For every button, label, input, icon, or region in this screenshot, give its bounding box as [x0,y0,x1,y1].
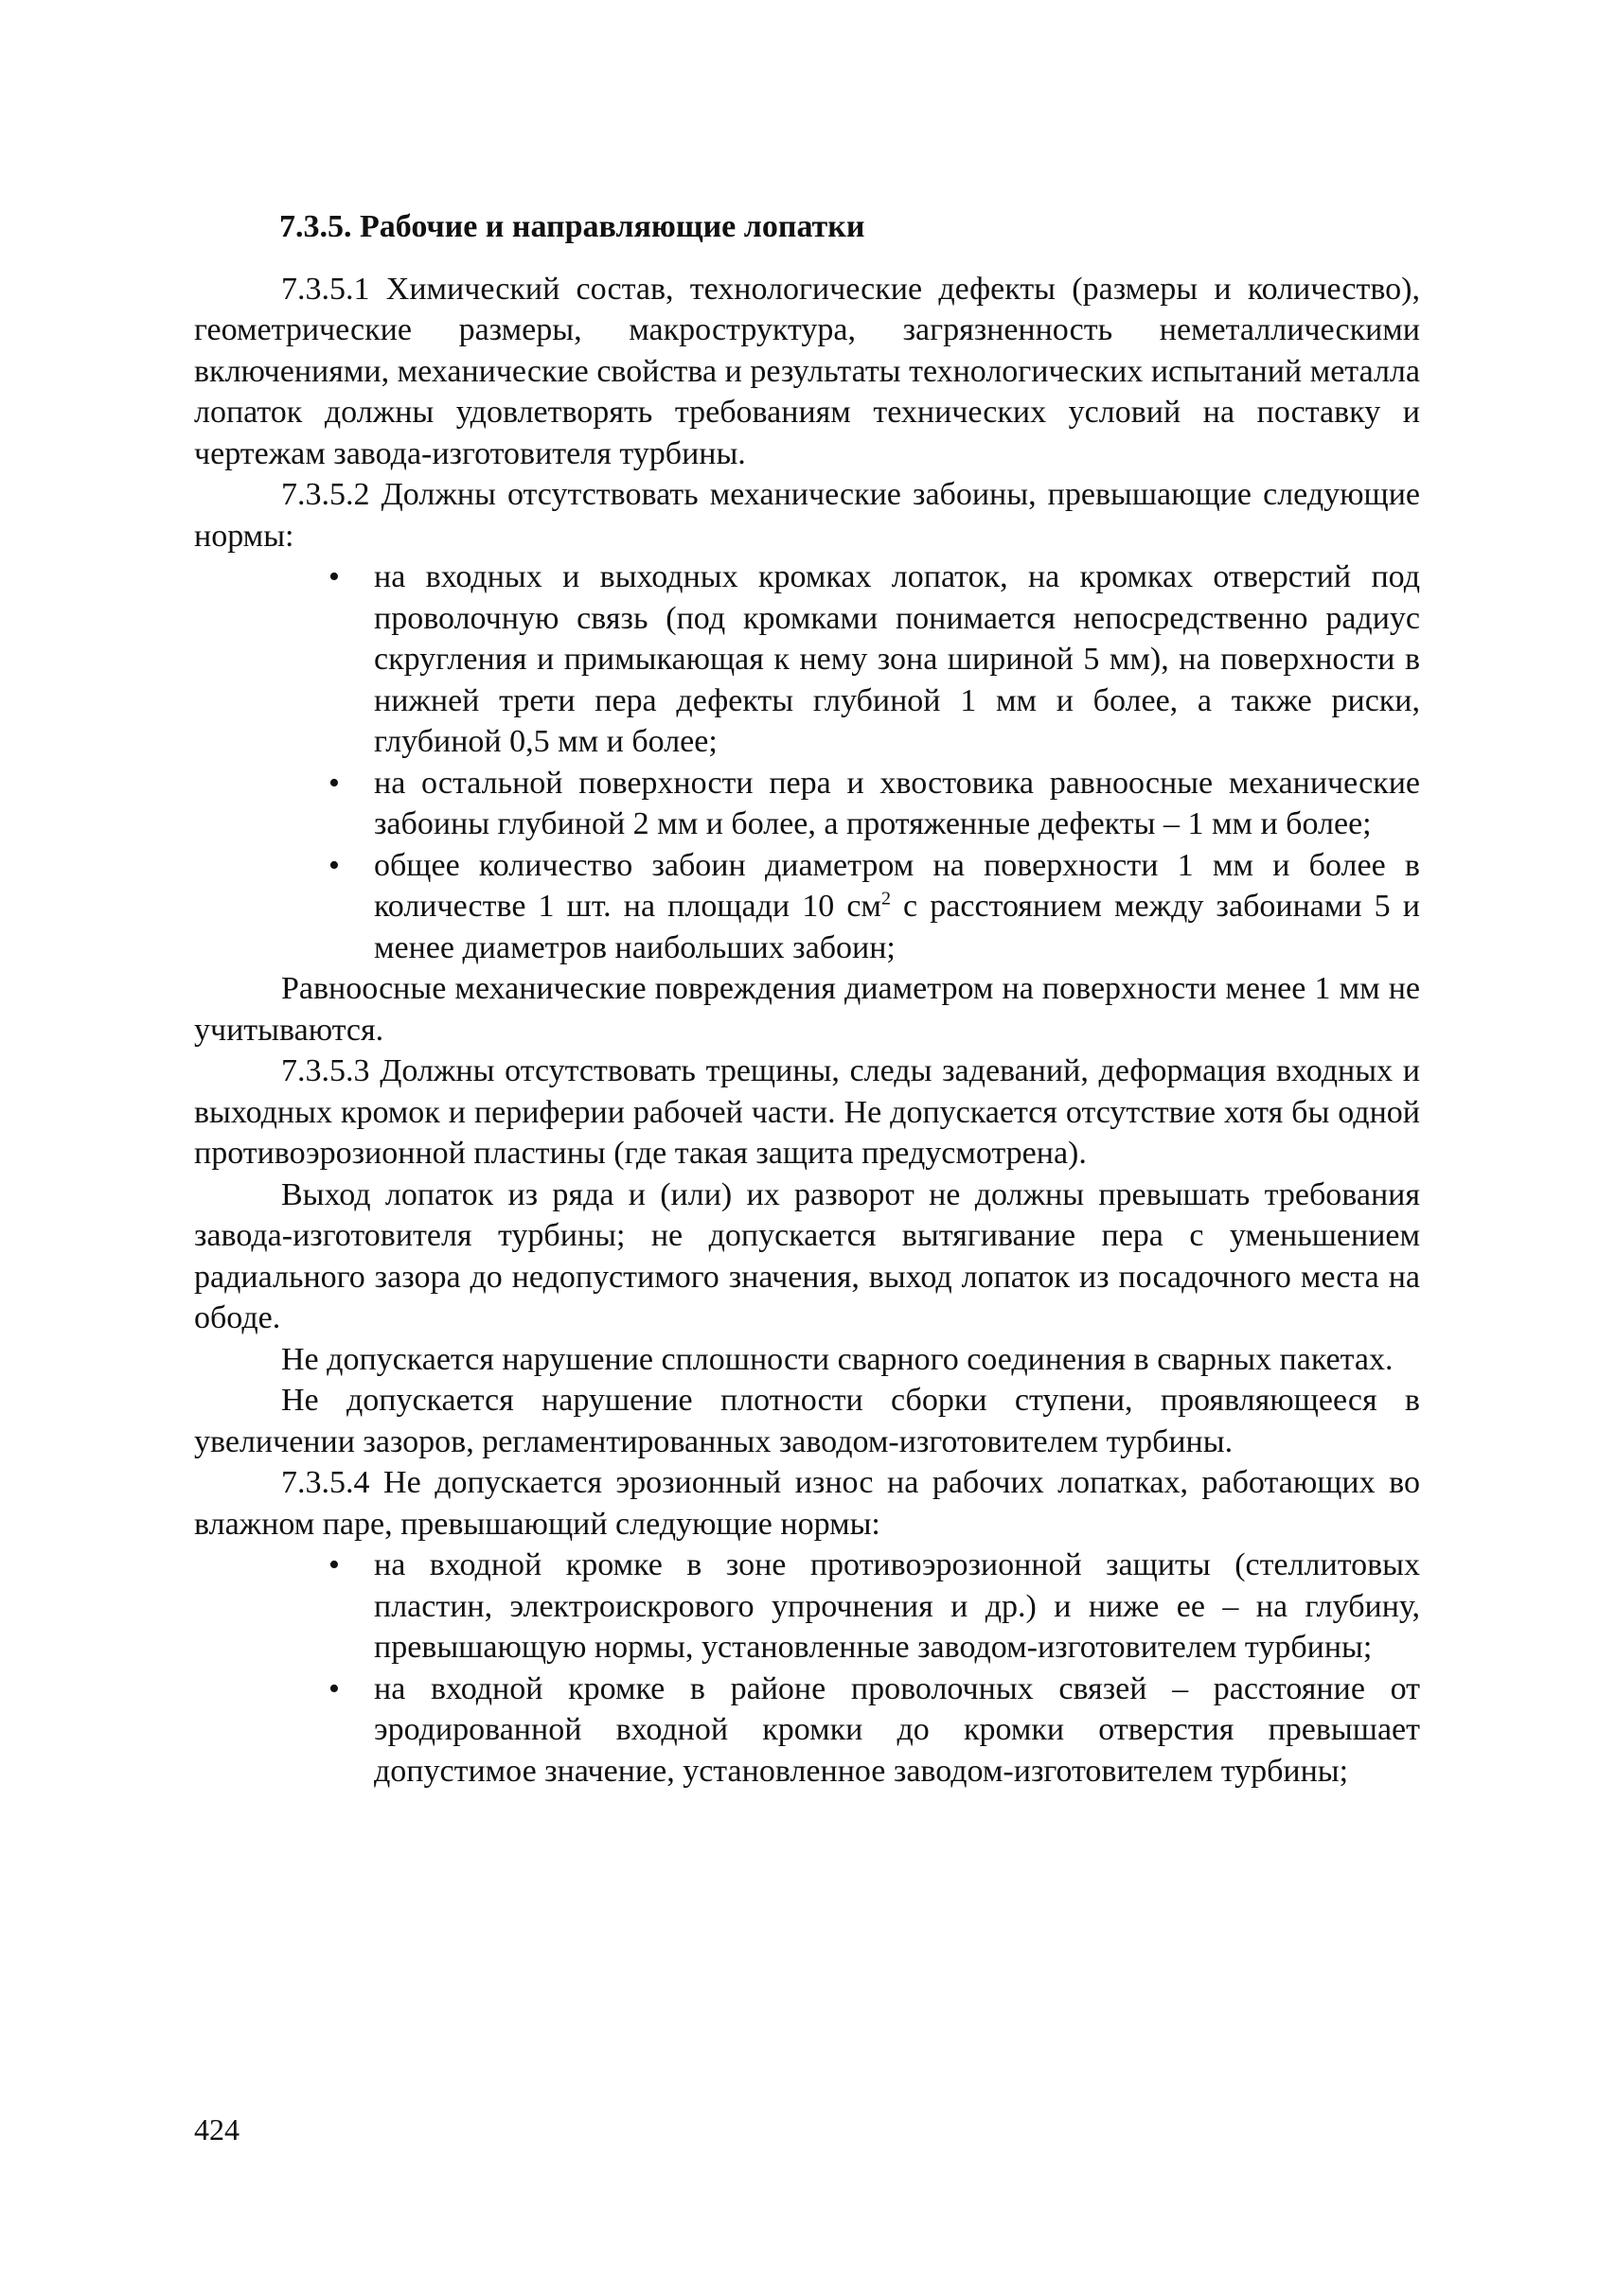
list-item-text: на входной кромке в районе проволочных связей – расстояние от эродированной входной кромки до кромки отверстия превышает допустимое значение, установленное заводом-изготовителем турбины; [374,1670,1420,1789]
paragraph-blade-exit: Выход лопаток из ряда и (или) их разворот не должны превышать требования завода-изготовителя турбины; не допускается вытягивание пера с уменьшением радиального зазора до недопустимого значения, выход лопаток из посадочного места на ободе. [194,1176,1420,1335]
paragraph-7-3-5-1: 7.3.5.1 Химический состав, технологические дефекты (размеры и количество), геометрические размеры, макроструктура, загрязненность неметаллическими включениями, механические свойства и результаты технологических испытаний металла лопаток должны удовлетворять требованиям технических условий на поставку и чертежам завода-изготовителя турбины. [194,271,1420,471]
bullet-icon: • [329,765,340,801]
bullet-icon: • [329,559,340,594]
list-item-text: на входных и выходных кромках лопаток, на кромках отверстий под проволочную связь (под кромками понимается непосредственно радиус скругления и примыкающая к нему зона шириной 5 мм), на поверхности в нижней трети пера дефекты глубиной 1 мм и более, а также риски, глубиной 0,5 мм и более; [374,559,1420,759]
paragraph-7-3-5-2: 7.3.5.2 Должны отсутствовать механические забоины, превышающие следующие нормы: [194,477,1420,554]
paragraph-weld-continuity: Не допускается нарушение сплошности сварного соединения в сварных пакетах. [281,1341,1394,1377]
list-item [194,1545,1420,1669]
section-heading: 7.3.5. Рабочие и направляющие лопатки [279,209,865,244]
document-page [194,206,1420,1792]
bullet-icon: • [329,847,340,883]
list-item [194,845,1420,969]
list-item-text [374,848,1420,965]
paragraph-7-3-5-3: 7.3.5.3 Должны отсутствовать трещины, следы задеваний, деформация входных и выходных кромок и периферии рабочей части. Не допускается отсутствие хотя бы одной противоэрозионной пластины (где такая защита предусмотрена). [194,1053,1420,1171]
erosion-list [194,1545,1420,1792]
list-item [194,556,1420,763]
list-item [194,1669,1420,1793]
superscript: 2 [880,888,891,910]
page-number: 424 [194,2112,240,2146]
list-item-text: на входной кромке в зоне противоэрозионной защиты (стеллитовых пластин, электроискрового упрочнения и др.) и ниже ее – на глубину, превышающую нормы, установленные заводом-изготовителем турбины; [374,1547,1420,1665]
bullet-icon: • [329,1670,340,1706]
list-item-text-part: общее количество забоин диаметром на поверхности 1 мм и более в количестве 1 шт. на площади 10 см [374,847,1420,924]
note-paragraph: Равноосные механические повреждения диаметром на поверхности менее 1 мм не учитываются. [194,971,1420,1048]
list-item-text: на остальной поверхности пера и хвостовика равноосные механические забоины глубиной 2 мм и более, а протяженные дефекты – 1 мм и более; [374,765,1420,841]
list-item [194,763,1420,845]
bullet-icon: • [329,1547,340,1582]
list-item-text-part: с расстоянием между забоинами 5 и менее диаметров наибольших забоин; [374,889,1420,965]
paragraph-assembly-density: Не допускается нарушение плотности сборки ступени, проявляющееся в увеличении зазоров, регламентированных заводом-изготовителем турбины. [194,1383,1420,1459]
defects-list [194,556,1420,968]
paragraph-7-3-5-4: 7.3.5.4 Не допускается эрозионный износ на рабочих лопатках, работающих во влажном паре, превышающий следующие нормы: [194,1465,1420,1542]
